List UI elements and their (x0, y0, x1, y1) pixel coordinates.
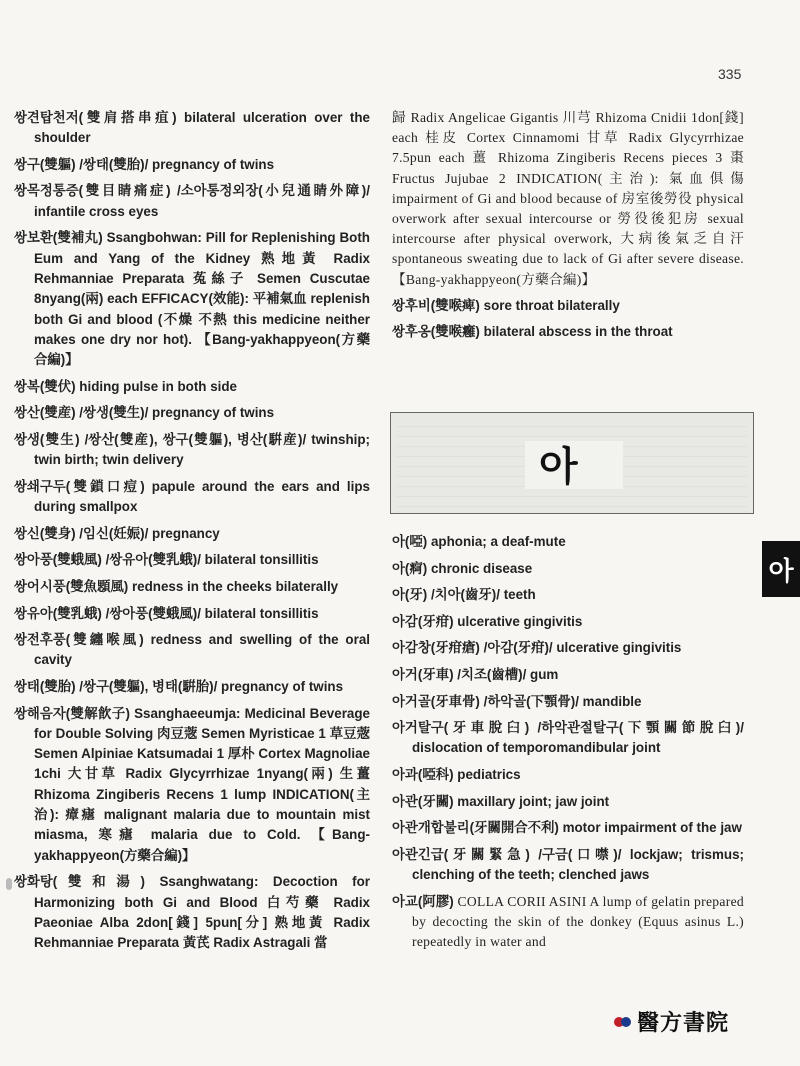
entry-definition: Ssangbohwan: Pill for Replenishing Both Eum and Yang of the Kidney 熟地黃 Radix Rehmanniae Preparata 菟絲子 Semen Cuscutae 8nyang(兩) each EFFICACY(效能): 平補氣血 replenish both Gi and blood (不燥 不熱 this medicine neither makes one dry nor hot). 【Bang-yakhappyeon(方藥合編)】 (34, 230, 370, 368)
entry-headword: 쌍후비(雙喉痺) (392, 297, 480, 313)
entry-definition: motor impairment of the jaw (558, 820, 742, 836)
section-tab: 아 (762, 541, 800, 597)
entry-headword: 쌍산(雙産) (14, 405, 76, 421)
entry-headword: 아감(牙疳) (392, 613, 454, 629)
entry-headword: 쌍태(雙胎) (14, 678, 76, 694)
left-column (14, 108, 370, 960)
dictionary-entry (14, 550, 370, 570)
publisher-name: 醫方書院 (637, 1010, 730, 1036)
entry-definition: /쌍태(雙胎)/ pregnancy of twins (75, 156, 275, 172)
dictionary-entry (392, 718, 744, 759)
dictionary-entry (392, 612, 744, 632)
dictionary-entry (392, 296, 744, 316)
entry-headword: 쌍아풍(雙蛾風) (14, 552, 102, 568)
entry-headword: 아관(牙關) (392, 793, 454, 809)
dictionary-entry (392, 585, 744, 605)
dictionary-entry (14, 524, 370, 544)
dictionary-entry (392, 692, 744, 712)
dictionary-entry (14, 430, 370, 471)
dictionary-entry (14, 704, 370, 866)
entry-headword: 쌍후옹(雙喉癰) (392, 324, 480, 340)
dictionary-entry (392, 322, 744, 342)
section-letter-box (390, 412, 754, 514)
dictionary-entry (14, 630, 370, 671)
entry-headword: 쌍화탕(雙和湯) (14, 874, 145, 890)
entry-headword: 쌍전후풍(雙纏喉風) (14, 632, 144, 648)
dictionary-entry (14, 604, 370, 624)
entry-headword: 쌍목정통증(雙目睛痛症) (14, 183, 171, 199)
entry-headword: 아거골(牙車骨) (392, 693, 480, 709)
dictionary-entry (392, 665, 744, 685)
dictionary-entry (14, 872, 370, 953)
entry-definition: pediatrics (453, 767, 521, 783)
dictionary-entry (14, 377, 370, 397)
entry-definition: /소아통정외장(小兒通睛外障)/ infantile cross eyes (34, 183, 370, 219)
entry-definition: redness in the cheeks bilaterally (128, 578, 339, 594)
dictionary-entry (14, 577, 370, 597)
entry-definition: /아감(牙疳)/ ulcerative gingivitis (479, 640, 682, 656)
entry-definition: /쌍유아(雙乳蛾)/ bilateral tonsillitis (101, 552, 319, 568)
dictionary-entry (14, 181, 370, 222)
entry-definition: bilateral abscess in the throat (479, 324, 673, 340)
dictionary-entry (14, 403, 370, 423)
entry-definition: hiding pulse in both side (75, 378, 238, 394)
right-lower-entries (392, 532, 744, 959)
entry-headword: 아관개합불리(牙關開合不利) (392, 820, 559, 836)
entry-definition: /쌍구(雙軀), 병태(騈胎)/ pregnancy of twins (75, 678, 344, 694)
scan-artifact (6, 878, 12, 890)
entry-definition: bilateral ulceration over the shoulder (34, 110, 370, 146)
entry-definition: redness and swelling of the oral cavity (34, 632, 370, 668)
entry-headword: 아(牙) (392, 587, 428, 603)
dictionary-entry (14, 228, 370, 370)
entry-definition: /하악관절탈구(下顎關節脫臼)/ dislocation of temporomandibular joint (412, 720, 744, 756)
entry-headword: 아거탈구(牙車脫臼) (392, 720, 530, 736)
entry-definition: maxillary joint; jaw joint (453, 793, 610, 809)
dictionary-entry (14, 108, 370, 149)
entry-headword: 아(痾) (392, 560, 428, 576)
entry-headword: 쌍어시풍(雙魚顋風) (14, 578, 129, 594)
entry-definition: Ssanghaeeumja: Medicinal Beverage for Double Solving 肉豆蔲 Semen Myristicae 1 草豆蔲 Semen Alpiniae Katsumadai 1 厚朴 Cortex Magnoliae 1chi 大甘草 Radix Glycyrrhizae 1nyang(兩) 生薑 Rhizoma Zingiberis Recens 1 lump INDICATION(主治): 瘴瘧 malignant malaria due to mountain mist miasma, 寒瘧 malaria due to Cold. 【Bang-yakhappyeon(方藥合編)】 (34, 705, 370, 863)
entry-definition: sore throat bilaterally (479, 297, 620, 313)
dictionary-entry (14, 677, 370, 697)
entry-definition: /임신(妊娠)/ pregnancy (75, 525, 220, 541)
entry-headword: 아감창(牙疳瘡) (392, 640, 480, 656)
entry-definition: /쌍아풍(雙蛾風)/ bilateral tonsillitis (101, 605, 319, 621)
logo-blue-dot-icon (621, 1017, 631, 1027)
dictionary-entry (392, 559, 744, 579)
entry-headword: 아거(牙車) (392, 666, 454, 682)
entry-continuation: 歸 Radix Angelicae Gigantis 川芎 Rhizoma Cnidii 1don[錢] each 桂皮 Cortex Cinnamomi 甘草 Radix Glycyrrhizae 7.5pun each 薑 Rhizoma Zingiberis Recens pieces 3 棗 Fructus Jujubae 2 INDICATION(主治): 氣血俱傷 impairment of Gi and blood because of 房室後勞役 physical overwork after sexual intercourse or 勞役後犯房 sexual intercourse after physical overwork, 大病後氣乏自汗 spontaneous sweating due to lack of Gi after severe disease. 【Bang-yakhappyeon(方藥合編)】 (392, 110, 744, 287)
entry-headword: 쌍보환(雙補丸) (14, 230, 103, 246)
entry-headword: 아(啞) (392, 534, 428, 549)
entry-definition: aphonia; a deaf-mute (427, 534, 566, 549)
entry-headword: 쌍구(雙軀) (14, 156, 76, 172)
entry-headword: 쌍견탑천저(雙肩搭串疽) (14, 110, 177, 125)
section-letter: 아 (539, 444, 578, 490)
entry-headword: 쌍쇄구두(雙鎖口痘) (14, 478, 145, 494)
entry-definition: papule around the ears and lips during smallpox (34, 478, 370, 515)
entry-definition: /쌍생(雙生)/ pregnancy of twins (75, 405, 275, 421)
entry-definition: Ssanghwatang: Decoction for Harmonizing both Gi and Blood 白芍藥 Radix Paeoniae Alba 2don[錢] 5pun[分] 熟地黃 Radix Rehmanniae Preparata 黃芪 Radix Astragali 當 (34, 874, 370, 951)
entry-definition: COLLA CORII ASINI A lump of gelatin prepared by decocting the skin of the donkey (Equus asinus L.) repeatedly in water and (412, 893, 744, 950)
entry-definition: /치조(齒槽)/ gum (453, 666, 559, 682)
dictionary-entry (14, 155, 370, 175)
right-column (392, 108, 744, 349)
entry-headword: 아교(阿膠) (392, 893, 454, 909)
dictionary-entry (392, 818, 744, 838)
dictionary-entry (392, 765, 744, 785)
entry-headword: 쌍해음자(雙解飮子) (14, 705, 131, 721)
entry-headword: 쌍신(雙身) (14, 525, 76, 541)
dictionary-entry (392, 845, 744, 886)
entry-headword: 아과(啞科) (392, 767, 454, 783)
dictionary-entry (392, 638, 744, 658)
entry-definition: /하악골(下顎骨)/ mandible (479, 693, 642, 709)
dictionary-entry (392, 792, 744, 812)
entry-headword: 쌍생(雙生) (14, 431, 80, 447)
entry-definition: /치아(齒牙)/ teeth (427, 587, 536, 603)
dictionary-entry (392, 892, 744, 953)
dictionary-entry (14, 477, 370, 518)
page-number: 335 (718, 66, 742, 82)
publisher-logo (614, 1006, 729, 1037)
entry-definition: ulcerative gingivitis (453, 613, 583, 629)
entry-headword: 쌍복(雙伏) (14, 378, 76, 394)
entry-definition: /쌍산(雙産), 쌍구(雙軀), 병산(騈産)/ twinship; twin birth; twin delivery (34, 431, 370, 468)
entry-headword: 쌍유아(雙乳蛾) (14, 605, 102, 621)
entry-definition: /구금(口噤)/ lockjaw; trismus; clenching of the teeth; clenched jaws (412, 846, 744, 883)
entry-headword: 아관긴급(牙關緊急) (392, 846, 530, 862)
dictionary-entry (392, 532, 744, 552)
entry-definition: chronic disease (427, 560, 533, 576)
